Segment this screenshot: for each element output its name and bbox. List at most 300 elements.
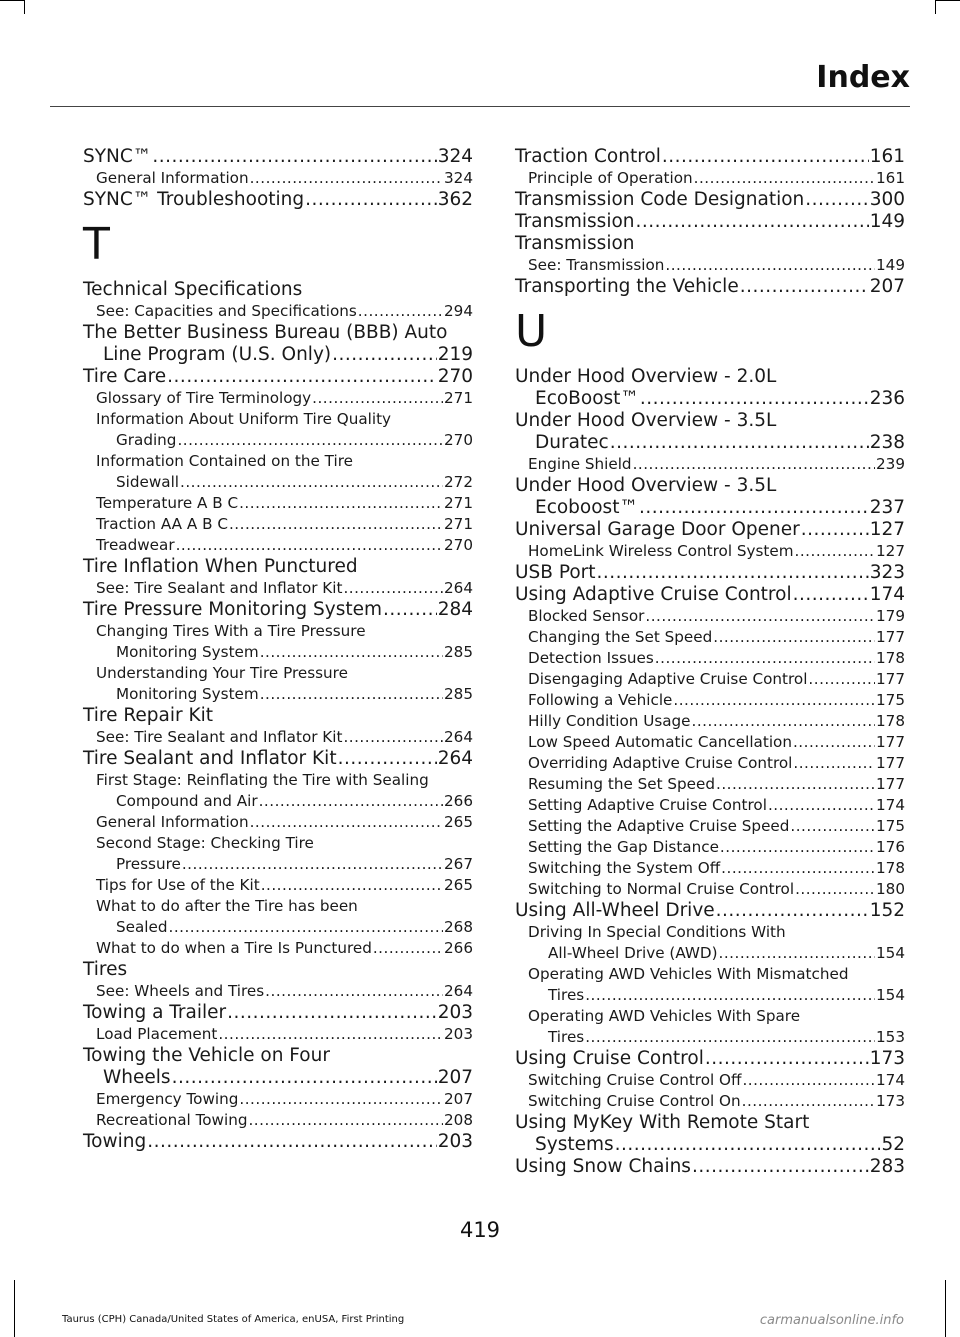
index-subentry[interactable]	[83, 535, 473, 556]
page-reference: 173	[869, 1048, 905, 1069]
section-letter: T	[83, 219, 110, 270]
page-reference: 180	[876, 880, 905, 898]
page-reference: 270	[437, 366, 473, 387]
index-subentry[interactable]	[515, 669, 905, 690]
page-reference: 174	[876, 1071, 905, 1089]
page-reference: 324	[437, 146, 473, 167]
dot-leader	[265, 981, 443, 1002]
index-subentry[interactable]	[83, 812, 473, 833]
dot-leader	[716, 774, 875, 795]
index-subentry[interactable]	[83, 621, 473, 663]
page-reference: 285	[444, 685, 473, 703]
dot-leader	[793, 753, 875, 774]
entry-text: Pressure	[116, 855, 181, 873]
entry-text: Temperature A B C	[96, 494, 239, 512]
entry-text-line1: Understanding Your Tire Pressure	[96, 664, 348, 682]
dot-leader	[343, 578, 443, 599]
index-subentry[interactable]	[83, 451, 473, 493]
dot-leader	[793, 584, 869, 606]
page-reference: 154	[876, 986, 905, 1004]
entry-text: Monitoring System	[116, 685, 259, 703]
index-entry[interactable]	[515, 146, 905, 168]
entry-text: Hilly Condition Usage	[528, 712, 691, 730]
page-reference: 236	[869, 388, 905, 409]
page-reference: 285	[444, 643, 473, 661]
entry-text: Sealed	[116, 918, 168, 936]
index-subentry[interactable]	[83, 833, 473, 875]
entry-text: Recreational Towing	[96, 1111, 248, 1129]
dot-leader	[790, 816, 875, 837]
entry-text: Load Placement	[96, 1025, 218, 1043]
index-entry[interactable]	[515, 276, 905, 298]
index-subentry[interactable]	[83, 578, 473, 599]
dot-leader	[229, 514, 443, 535]
index-subentry[interactable]	[515, 964, 905, 1006]
entry-text: Switching Cruise Control On	[528, 1092, 741, 1110]
entry-text: Tire Sealant and Inflator Kit	[83, 748, 337, 769]
index-subentry[interactable]	[515, 732, 905, 753]
watermark: carmanualsonline.info	[759, 1313, 904, 1328]
page-reference: 149	[869, 211, 905, 232]
dot-leader	[615, 1134, 881, 1156]
entry-text: General Information	[96, 813, 249, 831]
dot-leader	[147, 1131, 436, 1153]
entry-text: Setting the Adaptive Cruise Speed	[528, 817, 790, 835]
dot-leader	[373, 938, 443, 959]
dot-leader	[176, 535, 443, 556]
entry-text: What to do when a Tire Is Punctured	[96, 939, 372, 957]
entry-text: SYNC™ Troubleshooting	[83, 189, 305, 210]
index-entry[interactable]	[515, 475, 905, 519]
entry-text: Grading	[116, 431, 177, 449]
entry-text-line1: Information Contained on the Tire	[96, 452, 353, 470]
dot-leader	[742, 1070, 875, 1091]
index-entry	[83, 556, 473, 578]
index-subentry[interactable]	[515, 879, 905, 900]
index-subentry[interactable]	[83, 1110, 473, 1131]
index-subentry[interactable]	[83, 493, 473, 514]
index-entry	[83, 959, 473, 981]
index-entry[interactable]	[515, 410, 905, 454]
entry-text: SYNC™	[83, 146, 152, 167]
page-reference: 149	[876, 256, 905, 274]
page-reference: 323	[869, 562, 905, 583]
page-reference: 174	[876, 796, 905, 814]
index-entry[interactable]	[83, 366, 473, 388]
entry-text: See: Tire Sealant and Inflator Kit	[96, 579, 343, 597]
entry-text: Blocked Sensor	[528, 607, 645, 625]
entry-text: See: Wheels and Tires	[96, 982, 265, 1000]
dot-leader	[332, 344, 437, 366]
entry-text: Traction AA A B C	[96, 515, 228, 533]
crop-mark	[936, 0, 960, 1]
index-subentry[interactable]	[83, 409, 473, 451]
entry-text: Tire Pressure Monitoring System	[83, 599, 383, 620]
page-reference: 362	[437, 189, 473, 210]
dot-leader	[585, 985, 875, 1006]
index-subentry[interactable]	[515, 1070, 905, 1091]
index-entry[interactable]	[515, 211, 905, 233]
page-reference: 237	[869, 497, 905, 518]
entry-text-line1: Information About Uniform Tire Quality	[96, 410, 392, 428]
page-reference: 161	[876, 169, 905, 187]
dot-leader	[655, 648, 875, 669]
index-subentry[interactable]	[515, 753, 905, 774]
page-reference: 207	[869, 276, 905, 297]
entry-text-line1: Under Hood Overview - 3.5L	[515, 410, 777, 431]
entry-text: Duratec	[535, 432, 609, 453]
entry-text: Following a Vehicle	[528, 691, 673, 709]
entry-text: Changing the Set Speed	[528, 628, 713, 646]
entry-text: Disengaging Adaptive Cruise Control	[528, 670, 808, 688]
page-reference: 174	[869, 584, 905, 605]
entry-text: See: Capacities and Specifications	[96, 302, 357, 320]
entry-text: Towing	[83, 1131, 147, 1152]
dot-leader	[261, 875, 443, 896]
page-reference: 154	[876, 944, 905, 962]
index-entry[interactable]	[83, 1045, 473, 1089]
index-subentry[interactable]	[515, 255, 905, 276]
page-reference: 207	[437, 1067, 473, 1088]
entry-text-line1: The Better Business Bureau (BBB) Auto	[83, 322, 448, 343]
page-reference: 264	[444, 728, 473, 746]
page-reference: 266	[444, 792, 473, 810]
dot-leader	[218, 1024, 443, 1045]
section-letter: U	[515, 306, 548, 357]
dot-leader	[152, 146, 436, 168]
index-subentry[interactable]	[83, 770, 473, 812]
entry-text-line1: First Stage: Reinflating the Tire with Sealing	[96, 771, 429, 789]
entry-text: Transmission	[515, 233, 635, 254]
entry-text: All-Wheel Drive (AWD)	[548, 944, 718, 962]
dot-leader	[259, 791, 443, 812]
dot-leader	[694, 168, 875, 189]
crop-mark	[14, 1280, 15, 1337]
entry-text: Emergency Towing	[96, 1090, 239, 1108]
entry-text-line1: Operating AWD Vehicles With Spare	[528, 1007, 801, 1025]
page-reference: 239	[876, 455, 905, 473]
dot-leader	[795, 879, 875, 900]
entry-text: Switching to Normal Cruise Control	[528, 880, 795, 898]
index-entry[interactable]	[515, 1048, 905, 1070]
index-entry[interactable]	[515, 366, 905, 410]
entry-text: Tire Care	[83, 366, 167, 387]
entry-text: Ecoboost™	[535, 497, 638, 518]
index-subentry[interactable]	[83, 981, 473, 1002]
dot-leader	[312, 388, 443, 409]
page-reference: 152	[869, 900, 905, 921]
page-reference: 175	[876, 817, 905, 835]
dot-leader	[239, 1089, 443, 1110]
dot-leader	[172, 1067, 437, 1089]
page-reference: 177	[876, 775, 905, 793]
entry-text: Switching the System Off	[528, 859, 721, 877]
index-subentry[interactable]	[515, 168, 905, 189]
page-reference: 207	[444, 1090, 473, 1108]
page-reference: 178	[876, 649, 905, 667]
dot-leader	[665, 255, 875, 276]
entry-text: See: Tire Sealant and Inflator Kit	[96, 728, 343, 746]
index-entry[interactable]	[83, 1002, 473, 1024]
index-entry[interactable]	[515, 1112, 905, 1156]
page-reference: 177	[876, 733, 905, 751]
entry-text: Tires	[548, 986, 585, 1004]
entry-text: Line Program (U.S. Only)	[103, 344, 332, 365]
dot-leader	[250, 168, 443, 189]
entry-text: HomeLink Wireless Control System	[528, 542, 794, 560]
dot-leader	[805, 189, 868, 211]
entry-text: Low Speed Automatic Cancellation	[528, 733, 792, 751]
page-reference: 266	[444, 939, 473, 957]
page-reference: 264	[437, 748, 473, 769]
entry-text: Using Cruise Control	[515, 1048, 704, 1069]
page-reference: 270	[444, 536, 473, 554]
index-subentry[interactable]	[515, 606, 905, 627]
page-reference: 271	[444, 515, 473, 533]
page-reference: 127	[869, 519, 905, 540]
dot-leader	[742, 1091, 875, 1112]
index-subentry[interactable]	[515, 837, 905, 858]
entry-text: Setting the Gap Distance	[528, 838, 719, 856]
dot-leader	[182, 854, 443, 875]
entry-text: Tire Inflation When Punctured	[83, 556, 358, 577]
index-entry[interactable]	[515, 562, 905, 584]
entry-text: USB Port	[515, 562, 596, 583]
dot-leader	[260, 684, 443, 705]
page-reference: 203	[437, 1131, 473, 1152]
index-subentry[interactable]	[515, 690, 905, 711]
footer-text: Taurus (CPH) Canada/United States of America, enUSA, First Printing	[62, 1314, 405, 1325]
index-subentry[interactable]	[515, 774, 905, 795]
dot-leader	[260, 642, 443, 663]
page-reference: 179	[876, 607, 905, 625]
dot-leader	[808, 669, 875, 690]
index-subentry[interactable]	[83, 663, 473, 705]
page-title: Index	[816, 60, 910, 95]
dot-leader	[793, 732, 875, 753]
entry-text: Switching Cruise Control Off	[528, 1071, 742, 1089]
index-subentry[interactable]	[515, 627, 905, 648]
page-reference: 270	[444, 431, 473, 449]
page-reference: 178	[876, 859, 905, 877]
index-subentry[interactable]	[83, 388, 473, 409]
entry-text: General Information	[96, 169, 249, 187]
entry-text: Using Snow Chains	[515, 1156, 691, 1177]
index-subentry[interactable]	[515, 648, 905, 669]
dot-leader	[610, 432, 869, 454]
header-divider	[50, 106, 910, 107]
index-subentry[interactable]	[515, 816, 905, 837]
dot-leader	[633, 454, 875, 475]
dot-leader	[801, 519, 869, 541]
page-reference: 219	[437, 344, 473, 365]
dot-leader	[239, 493, 443, 514]
entry-text-line1: What to do after the Tire has been	[96, 897, 358, 915]
entry-text: Systems	[535, 1134, 614, 1155]
dot-leader	[692, 1156, 869, 1178]
entry-text: Sidewall	[116, 473, 180, 491]
crop-mark	[945, 1280, 946, 1337]
dot-leader	[719, 943, 875, 964]
page-reference: 161	[869, 146, 905, 167]
entry-text: Treadwear	[96, 536, 175, 554]
entry-text: Compound and Air	[116, 792, 258, 810]
index-subentry[interactable]	[515, 922, 905, 964]
dot-leader	[713, 627, 875, 648]
entry-text: Tips for Use of the Kit	[96, 876, 260, 894]
index-subentry[interactable]	[83, 1024, 473, 1045]
index-entry[interactable]	[83, 748, 473, 770]
dot-leader	[227, 1002, 437, 1024]
page-reference: 300	[869, 189, 905, 210]
index-subentry[interactable]	[83, 896, 473, 938]
dot-leader	[305, 189, 437, 211]
index-subentry[interactable]	[83, 1089, 473, 1110]
index-entry	[83, 279, 473, 301]
page-reference: 177	[876, 670, 905, 688]
page-reference: 178	[876, 712, 905, 730]
page-reference: 264	[444, 982, 473, 1000]
dot-leader	[705, 1048, 869, 1070]
index-entry[interactable]	[83, 322, 473, 366]
index-entry[interactable]	[515, 584, 905, 606]
entry-text: Detection Issues	[528, 649, 654, 667]
dot-leader	[720, 837, 875, 858]
page-reference: 264	[444, 579, 473, 597]
index-entry[interactable]	[83, 599, 473, 621]
entry-text: Towing a Trailer	[83, 1002, 227, 1023]
dot-leader	[716, 900, 869, 922]
index-entry[interactable]	[515, 519, 905, 541]
index-subentry[interactable]	[83, 514, 473, 535]
dot-leader	[180, 472, 443, 493]
index-subentry[interactable]	[83, 938, 473, 959]
dot-leader	[383, 599, 437, 621]
index-subentry[interactable]	[83, 301, 473, 322]
page-reference: 268	[444, 918, 473, 936]
dot-leader	[169, 917, 444, 938]
dot-leader	[177, 430, 443, 451]
dot-leader	[338, 748, 437, 770]
page-reference: 267	[444, 855, 473, 873]
page-reference: 173	[876, 1092, 905, 1110]
index-column-right	[515, 146, 905, 1178]
index-subentry[interactable]	[515, 795, 905, 816]
dot-leader	[692, 711, 875, 732]
entry-text: Overriding Adaptive Cruise Control	[528, 754, 793, 772]
entry-text-line1: Changing Tires With a Tire Pressure	[96, 622, 366, 640]
entry-text: EcoBoost™	[535, 388, 639, 409]
page-reference: 153	[876, 1028, 905, 1046]
index-subentry[interactable]	[83, 875, 473, 896]
dot-leader	[795, 541, 875, 562]
page-reference: 272	[444, 473, 473, 491]
crop-mark	[24, 0, 25, 14]
index-subentry[interactable]	[515, 711, 905, 732]
dot-leader	[250, 812, 443, 833]
dot-leader	[167, 366, 437, 388]
index-column-left	[83, 146, 473, 1153]
page-number: 419	[459, 1218, 501, 1242]
dot-leader	[740, 276, 869, 298]
page-reference: 324	[444, 169, 473, 187]
entry-text: Transmission	[515, 211, 635, 232]
dot-leader	[640, 388, 869, 410]
page-reference: 265	[444, 876, 473, 894]
entry-text: Technical Specifications	[83, 279, 303, 300]
index-entry[interactable]	[83, 146, 473, 168]
entry-text: Tires	[548, 1028, 585, 1046]
page-reference: 271	[444, 494, 473, 512]
dot-leader	[639, 497, 869, 519]
entry-text: Using Adaptive Cruise Control	[515, 584, 792, 605]
index-entry	[515, 233, 905, 255]
page-reference: 284	[437, 599, 473, 620]
index-subentry[interactable]	[83, 168, 473, 189]
index-entry[interactable]	[515, 900, 905, 922]
index-entry[interactable]	[515, 189, 905, 211]
entry-text: Universal Garage Door Opener	[515, 519, 800, 540]
dot-leader	[673, 690, 875, 711]
entry-text-line1: Under Hood Overview - 3.5L	[515, 475, 777, 496]
index-subentry[interactable]	[83, 727, 473, 748]
page-reference: 294	[444, 302, 473, 320]
entry-text: Principle of Operation	[528, 169, 693, 187]
page-reference: 283	[869, 1156, 905, 1177]
entry-text-line1: Operating AWD Vehicles With Mismatched	[528, 965, 849, 983]
index-entry[interactable]	[83, 1131, 473, 1153]
page-reference: 177	[876, 628, 905, 646]
index-subentry[interactable]	[515, 858, 905, 879]
entry-text: Using All-Wheel Drive	[515, 900, 715, 921]
index-subentry[interactable]	[515, 1006, 905, 1048]
page-reference: 52	[881, 1134, 905, 1155]
index-entry[interactable]	[515, 1156, 905, 1178]
entry-text: Monitoring System	[116, 643, 259, 661]
index-subentry[interactable]	[515, 454, 905, 475]
entry-text-line1: Driving In Special Conditions With	[528, 923, 786, 941]
dot-leader	[662, 146, 869, 168]
page-reference: 203	[444, 1025, 473, 1043]
entry-text: See: Transmission	[528, 256, 665, 274]
page-reference: 265	[444, 813, 473, 831]
page-reference: 238	[869, 432, 905, 453]
entry-text: Transporting the Vehicle	[515, 276, 739, 297]
entry-text: Tires	[83, 959, 128, 980]
index-entry	[83, 705, 473, 727]
entry-text-line1: Towing the Vehicle on Four	[83, 1045, 330, 1066]
dot-leader	[768, 795, 875, 816]
crop-mark	[0, 0, 24, 1]
entry-text-line1: Second Stage: Checking Tire	[96, 834, 314, 852]
page-reference: 176	[876, 838, 905, 856]
dot-leader	[248, 1110, 443, 1131]
entry-text: Tire Repair Kit	[83, 705, 213, 726]
page-reference: 208	[444, 1111, 473, 1129]
entry-text: Transmission Code Designation	[515, 189, 805, 210]
index-entry[interactable]	[83, 189, 473, 211]
page-reference: 127	[876, 542, 905, 560]
page-reference: 175	[876, 691, 905, 709]
entry-text: Glossary of Tire Terminology	[96, 389, 312, 407]
entry-text-line1: Under Hood Overview - 2.0L	[515, 366, 777, 387]
index-subentry[interactable]	[515, 1091, 905, 1112]
dot-leader	[585, 1027, 875, 1048]
entry-text: Setting Adaptive Cruise Control	[528, 796, 767, 814]
index-subentry[interactable]	[515, 541, 905, 562]
entry-text: Engine Shield	[528, 455, 632, 473]
entry-text-line1: Using MyKey With Remote Start	[515, 1112, 810, 1133]
